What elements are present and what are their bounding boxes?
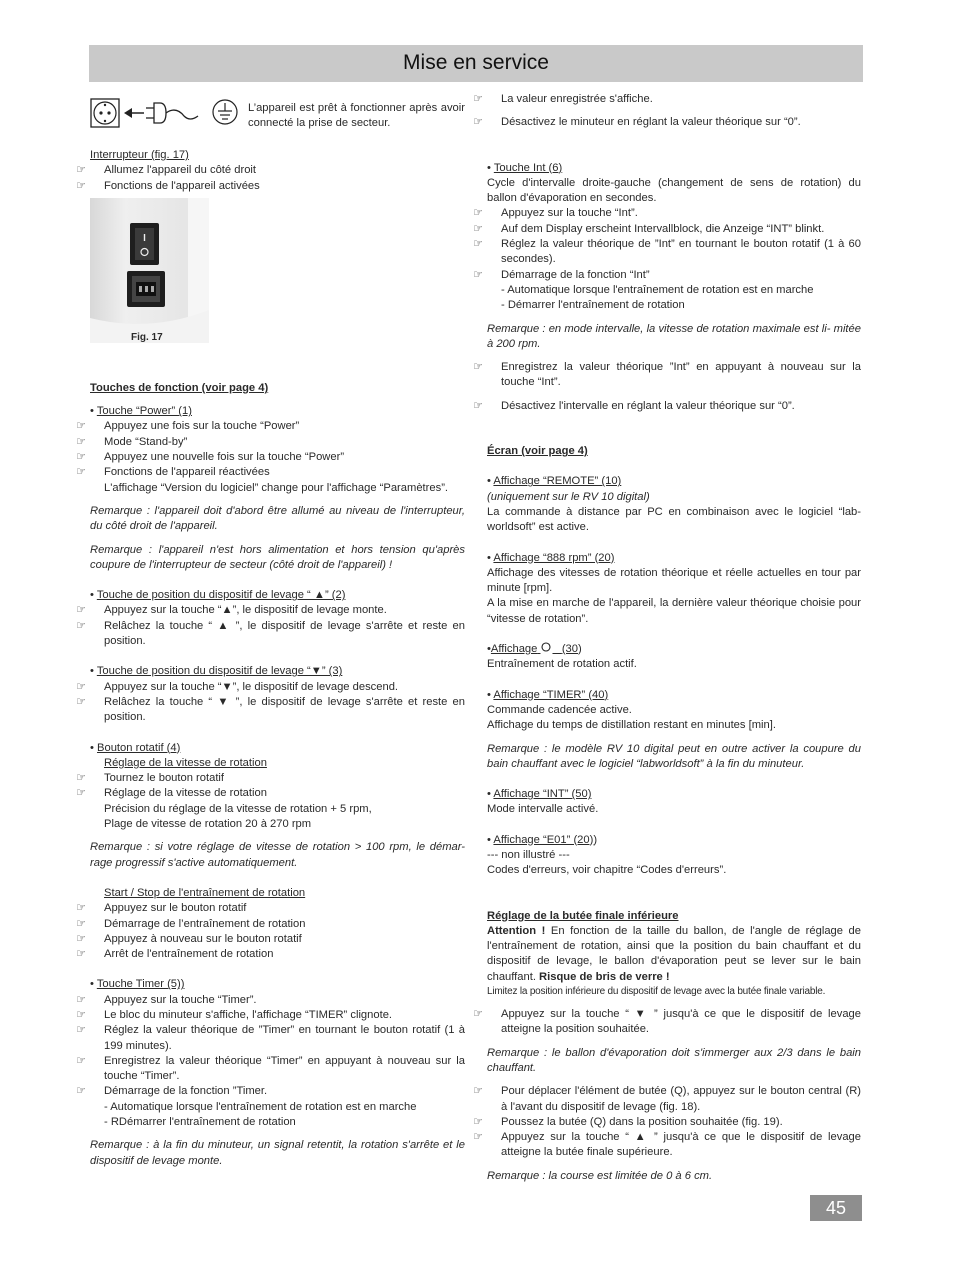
remote-title: • Affichage “REMOTE” (10) — [487, 475, 622, 488]
butee-attention: Attention ! En fonction de la taille du ballon, de l'angle de réglage de l'entraînement de rotation, ainsi que la position du bain chauffant et du dispositif de levage, le ballon d'évaporation peut se lever sur le bain chauffant. Risque de bris de verre ! — [487, 924, 861, 983]
hand-pointer-icon: ☞ — [76, 164, 87, 177]
hand-pointer-icon: ☞ — [76, 466, 87, 479]
int-display-title: • Affichage “INT” (50) — [487, 788, 592, 801]
list-item: ☞ Appuyez sur le bouton rotatif — [90, 901, 465, 916]
knob-detail: Précision du réglage de la vitesse de rotation + 5 rpm, — [104, 802, 372, 815]
power-title: • Touche “Power” (1) — [90, 405, 192, 418]
list-item: ☞ Appuyez sur la touche “▼”, le dispositif de levage descend. — [90, 680, 465, 695]
hand-pointer-icon: ☞ — [76, 948, 87, 961]
knob-title: • Bouton rotatif (4) — [90, 741, 181, 754]
e01-desc-1: --- non illustré --- — [487, 848, 570, 861]
hand-pointer-icon: ☞ — [76, 420, 87, 433]
list-item: ☞ Réglage de la vitesse de rotation — [90, 786, 465, 801]
list-item: ☞ Relâchez la touche “ ▲ ”, le dispositif de levage s'arrête et reste en position. — [76, 619, 465, 648]
list-item: ☞ Appuyez sur la touche “▲”, le dispositif de levage monte. — [90, 603, 465, 618]
list-item: ☞ Pour déplacer l'élément de butée (Q), appuyez sur le bouton central (R) à l'avant du dispositif de levage (fig. 18). — [473, 1085, 861, 1113]
power-switch-illustration — [90, 198, 209, 343]
left-column — [76, 92, 465, 1169]
rotation-icon — [540, 642, 552, 652]
timer-display-desc-2: Affichage du temps de distillation restant en minutes [min]. — [487, 719, 776, 732]
hand-pointer-icon: ☞ — [76, 179, 87, 192]
list-item: ☞ Appuyez sur la touche “Timer”. — [90, 993, 465, 1008]
timer-title: • Touche Timer (5)) — [90, 978, 185, 991]
header-bar — [89, 45, 863, 82]
int-desc: Cycle d'intervalle droite-gauche (changement de sens de rotation) du ballon d'évaporation en secondes. — [487, 176, 861, 205]
rotation-desc: Entraînement de rotation actif. — [487, 658, 637, 671]
list-item: ☞ Appuyez sur la touche “Int”. — [487, 206, 861, 221]
remote-note: (uniquement sur le RV 10 digital) — [487, 490, 650, 503]
hand-pointer-icon: ☞ — [473, 93, 484, 105]
list-item: ☞ Appuyez à nouveau sur le bouton rotatif — [90, 932, 465, 947]
hand-pointer-icon: ☞ — [76, 1024, 87, 1037]
list-item: ☞ Désactivez l'intervalle en réglant la valeur théorique sur “0”. — [487, 399, 861, 414]
list-item: ☞ Arrêt de l'entraînement de rotation — [90, 947, 465, 962]
hand-pointer-icon: ☞ — [76, 619, 87, 632]
figure-caption: Fig. 17 — [131, 332, 163, 343]
lift-down-title: • Touche de position du dispositif de levage “▼” (3) — [90, 665, 343, 678]
timer-detail: - Automatique lorsque l'entraînement de rotation est en marche — [104, 1100, 417, 1113]
hand-pointer-icon: ☞ — [473, 1115, 484, 1128]
int-detail: - Automatique lorsque l'entraînement de rotation est en marche — [501, 283, 814, 296]
hand-pointer-icon: ☞ — [76, 1085, 87, 1098]
knob-detail: Plage de vitesse de rotation 20 à 270 rpm — [104, 818, 312, 831]
hand-pointer-icon: ☞ — [76, 787, 87, 800]
timer-remark: Remarque : à la fin du minuteur, un signal retentit, la rotation s'arrête et le dispositif de levage monte. — [90, 1139, 465, 1167]
list-item: ☞ Enregistrez la valeur théorique “Timer” en appuyant à nouveau sur la touche “Timer”. — [76, 1054, 465, 1083]
page-title: Mise en service — [403, 51, 549, 74]
switch-photo — [90, 198, 209, 343]
hand-pointer-icon: ☞ — [76, 680, 87, 693]
hand-pointer-icon: ☞ — [76, 772, 87, 785]
e01-desc-2: Codes d'erreurs, voir chapitre “Codes d'erreurs”. — [487, 864, 727, 877]
list-item: ☞ Poussez la butée (Q) dans la position souhaitée (fig. 19). — [487, 1115, 861, 1130]
hand-pointer-icon: ☞ — [473, 222, 484, 235]
list-item: ☞ Mode “Stand-by” — [90, 435, 465, 450]
rotation-title: •Affichage (30) — [487, 643, 582, 656]
butee-title: Réglage de la butée finale inférieure — [487, 909, 679, 922]
int-detail: - Démarrer l'entraînement de rotation — [501, 299, 685, 312]
list-item: ☞ Fonctions de l'appareil activées — [90, 179, 465, 194]
list-item: ☞ Démarrage de l’entraînement de rotation — [90, 917, 465, 932]
hand-pointer-icon: ☞ — [76, 1008, 87, 1021]
hand-pointer-icon: ☞ — [473, 399, 484, 412]
rpm-desc-2: A la mise en marche de l'appareil, la dernière valeur théorique choisie pour “vitesse de rotation”. — [487, 597, 861, 625]
hand-pointer-icon: ☞ — [76, 993, 87, 1006]
butee-limit: Limitez la position inférieure du dispositif de levage avec la butée finale variable. — [487, 986, 826, 998]
butee-remark-2: Remarque : la course est limitée de 0 à 6 cm. — [487, 1169, 713, 1182]
start-stop-title: Start / Stop de l'entraînement de rotation — [104, 886, 306, 899]
timer-display-remark: Remarque : le modèle RV 10 digital peut en outre activer la coupure du bain chauffant avec le logiciel “labworldsoft” à la fin du minuteur. — [487, 742, 861, 770]
hand-pointer-icon: ☞ — [473, 268, 484, 281]
list-item: ☞ Auf dem Display erscheint Intervallblock, die Anzeige “INT” blinkt. — [487, 222, 861, 237]
list-item: ☞ Appuyez une fois sur la touche “Power” — [90, 419, 465, 434]
hand-pointer-icon: ☞ — [473, 361, 484, 374]
hand-pointer-icon: ☞ — [473, 1131, 484, 1144]
hand-pointer-icon: ☞ — [473, 1008, 484, 1021]
hand-pointer-icon: ☞ — [76, 604, 87, 617]
list-item: ☞ Appuyez sur la touche “ ▲ ” jusqu'à ce que le dispositif de levage atteigne la butée finale supérieure. — [473, 1131, 861, 1159]
int-remark: Remarque : en mode intervalle, la vitesse de rotation maximale est li- mitée à 200 rpm. — [487, 322, 861, 350]
list-item: ☞ Tournez le bouton rotatif — [90, 771, 465, 786]
rpm-title: • Affichage “888 rpm” (20) — [487, 551, 615, 564]
list-item: ☞ Démarrage de la fonction ”Timer. — [90, 1084, 465, 1099]
list-item: ☞ Réglez la valeur théorique de ”Timer” en tournant le bouton rotatif (1 à 199 minutes). — [76, 1024, 465, 1052]
list-item: ☞ Fonctions de l'appareil réactivées — [90, 465, 465, 480]
hand-pointer-icon: ☞ — [76, 932, 87, 945]
list-item: ☞ Appuyez une nouvelle fois sur la touche “Power” — [90, 450, 465, 465]
hand-pointer-icon: ☞ — [76, 902, 87, 915]
hand-pointer-icon: ☞ — [473, 207, 484, 220]
list-item: ☞ Appuyez sur la touche “ ▼ ” jusqu'à ce que le dispositif de levage atteigne la position souhaitée. — [473, 1008, 861, 1036]
timer-display-desc-1: Commande cadencée active. — [487, 703, 632, 716]
list-item: ☞ Démarrage de la fonction “Int” — [487, 268, 861, 283]
rpm-desc-1: Affichage des vitesses de rotation théorique et réelle actuelles en tour par minute [rpm]. — [487, 566, 861, 595]
hand-pointer-icon: ☞ — [473, 116, 484, 129]
touches-title: Touches de fonction (voir page 4) — [90, 381, 269, 394]
timer-detail: - RDémarrer l'entraînement de rotation — [104, 1116, 296, 1129]
power-sub: L'affichage “Version du logiciel” change pour l'affichage “Paramètres”. — [104, 481, 449, 494]
ecran-title: Écran (voir page 4) — [487, 445, 588, 458]
list-item: ☞ Relâchez la touche “ ▼ ”, le dispositif de levage s'arrête et reste en position. — [76, 695, 465, 724]
hand-pointer-icon: ☞ — [473, 1085, 484, 1098]
hand-pointer-icon: ☞ — [76, 1054, 87, 1067]
list-item: ☞ Réglez la valeur théorique de ”Int” en tournant le bouton rotatif (1 à 60 secondes). — [473, 238, 861, 266]
right-column — [473, 92, 861, 1184]
int-title: • Touche Int (6) — [487, 161, 563, 174]
list-item: ☞ Allumez l'appareil du côté droit — [90, 163, 465, 178]
mains-connection-block — [90, 92, 465, 138]
intro-text: L’appareil est prêt à fonctionner après avoir connecté la prise de secteur. — [248, 102, 465, 130]
lift-up-title: • Touche de position du dispositif de levage “ ▲” (2) — [90, 589, 346, 602]
hand-pointer-icon: ☞ — [76, 451, 87, 464]
timer-display-title: • Affichage “TIMER” (40) — [487, 688, 609, 701]
list-item: ☞ Le bloc du minuteur s'affiche, l'affichage “TIMER” clignote. — [90, 1008, 465, 1023]
knob-remark: Remarque : si votre réglage de vitesse de rotation > 100 rpm, le démar- rage progressif s'active automatiquement. — [90, 841, 465, 869]
hand-pointer-icon: ☞ — [76, 435, 87, 448]
list-item: ☞ Désactivez le minuteur en réglant la valeur théorique sur “0”. — [487, 115, 861, 130]
hand-pointer-icon: ☞ — [473, 238, 484, 251]
power-remark-1: Remarque : l'appareil doit d'abord être allumé au niveau de l'interrupteur, du côté droit de l'appareil. — [90, 504, 465, 533]
list-item: ☞ La valeur enregistrée s'affiche. — [487, 92, 861, 107]
hand-pointer-icon: ☞ — [76, 917, 87, 930]
knob-subtitle: Réglage de la vitesse de rotation — [104, 756, 267, 769]
page-number: 45 — [810, 1195, 862, 1221]
butee-remark-1: Remarque : le ballon d'évaporation doit s'immerger aux 2/3 dans le bain chauffant. — [487, 1046, 861, 1074]
list-item: ☞ Enregistrez la valeur théorique ”Int” en appuyant à nouveau sur la touche “Int”. — [473, 361, 861, 389]
e01-title: • Affichage “E01” (20)) — [487, 833, 598, 846]
switch-title: Interrupteur (fig. 17) — [90, 149, 189, 161]
hand-pointer-icon: ☞ — [76, 695, 87, 708]
remote-desc: La commande à distance par PC en combinaison avec le logiciel “lab- worldsoft” est active. — [487, 505, 861, 534]
power-remark-2: Remarque : l'appareil n'est hors alimentation et hors tension qu'après coupure de l'interrupteur de secteur (côté droit de l'appareil) ! — [90, 543, 465, 571]
int-display-desc: Mode intervalle activé. — [487, 803, 599, 816]
